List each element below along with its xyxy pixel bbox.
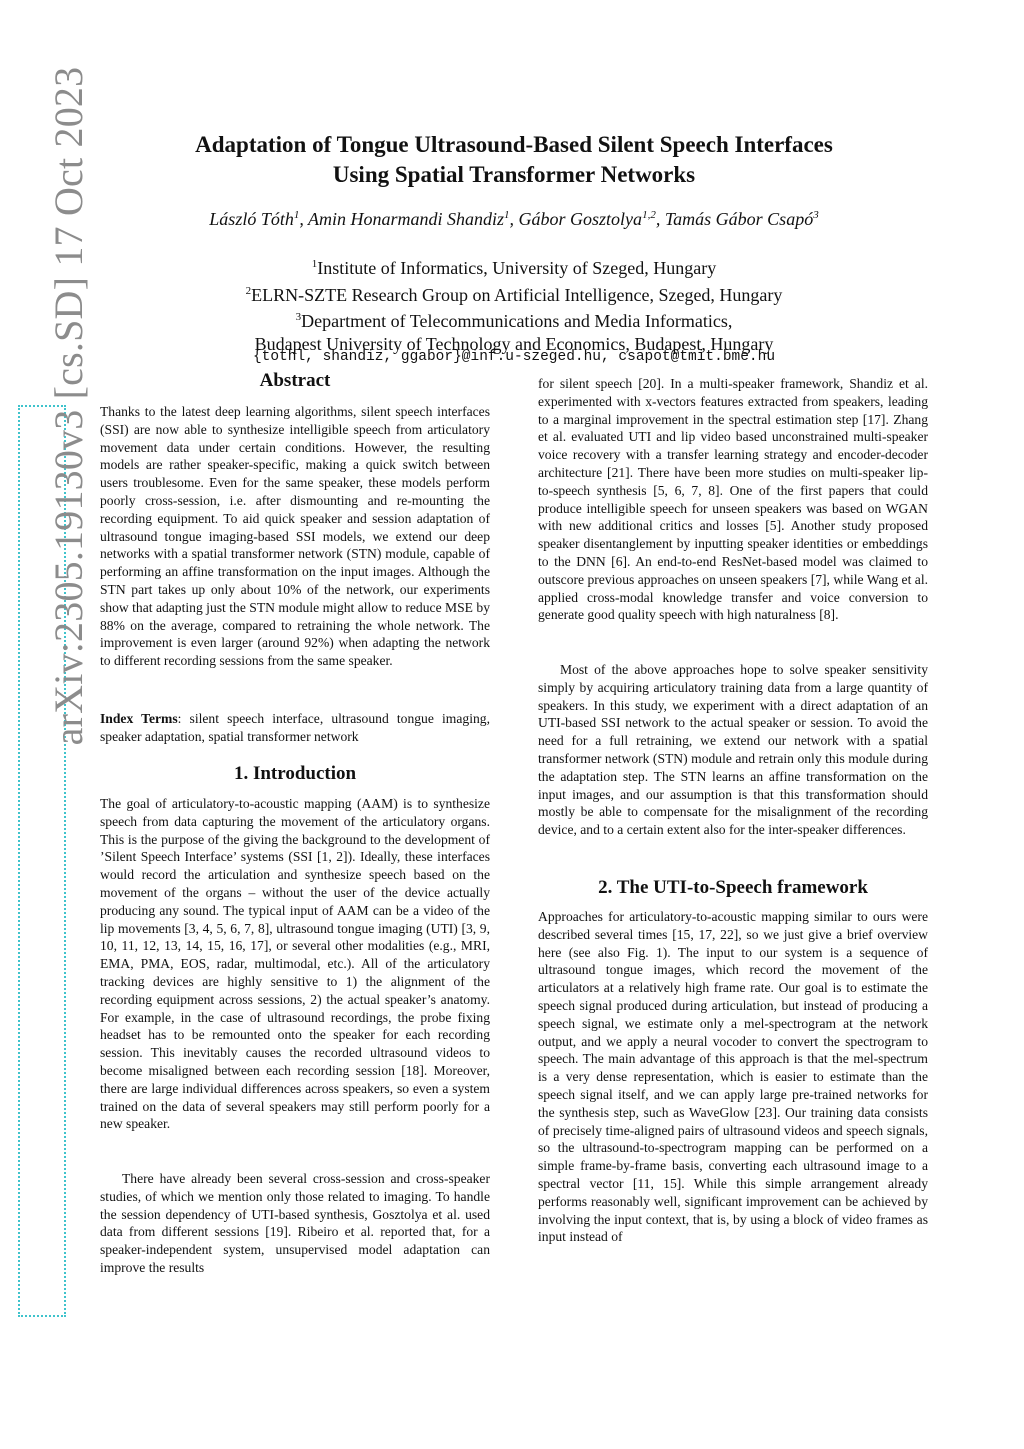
index-terms-label: Index Terms [100,711,178,726]
email-text: {tothl, shandiz, ggabor}@inf.u-szeged.hu, csapot@tmit.bme.hu [252,349,776,365]
right-paragraph-2: Most of the above approaches hope to solve speaker sensitivity simply by acquiring articulatory training data from a large quantity of speakers. In this study, we experiment with a direct adaptation of an UTI-based SSI network to the actual speaker or session. To avoid the need for a full retraining, we extend our network with a spatial transformer network (STN) module and retrain only this module during the adaptation step. The STN learns an affine transformation on the input images, and our assumption is that this transformation should mostly be able to compensate for the misalignment of the recording device, and to a certain extent also for the inter-speaker differences. [538,662,928,838]
author-affil-sup: 1,2 [642,209,656,221]
affiliation-line [100,306,928,333]
affiliation-sup: 2 [245,284,252,297]
affiliation-sup: 1 [311,258,318,270]
affiliation-text: Department of Telecommunications and Media Informatics, [301,311,733,332]
author-name: Amin Honarmandi Shandiz [308,209,505,229]
affiliation-line [100,280,928,307]
author-affil-sup: 3 [813,209,819,221]
affiliation-line [100,253,928,280]
affiliation-text: ELRN-SZTE Research Group on Artificial Intelligence, Szeged, Hungary [251,284,783,305]
index-terms-text: : silent speech interface, ultrasound tongue imaging, speaker adaptation, spatial transformer network [100,711,490,744]
affiliation-sup: 3 [295,311,302,324]
affiliation-text: Institute of Informatics, University of Szeged, Hungary [317,258,717,278]
author-list: László Tóth$^1$, Amin Honarmandi Shandiz$^1$, Gábor Gosztolya$^{1,2}$, Tamás Gábor Csapó$^3$ [209,209,819,229]
title-line-2: Using Spatial Transformer Networks [332,162,696,187]
author-name: László Tóth [209,209,294,229]
index-terms [100,710,490,746]
arxiv-stamp: arXiv:2305.19130v3 [cs.SD] 17 Oct 2023 [46,66,91,746]
author-affil-sup: 1 [293,209,300,221]
abstract-heading: Abstract [259,370,331,391]
section-2-paragraph-1: Approaches for articulatory-to-acoustic mapping similar to ours were described several times [15, 17, 22], so we just give a brief overview here (see also Fig. 1). The input to our system is a sequence of ultrasound tongue images, which record the movement of the articulators at a relatively high frame rate. Our goal is to estimate the speech signal produced during articulation, but instead of producing a speech signal, we estimate only a mel-spectrogram at the network output, and we apply a neural vocoder to convert the spectrogram to speech. The main advantage of this approach is that the mel-spectrum is a very dense representation, which is easier to estimate than the speech signal itself, and we can apply large pre-trained networks for the synthesis step, such as WaveGlow [23]. Our training data consists of precisely time-aligned pairs of ultrasound videos and speech signals, so the ultrasound-to-spectrogram mapping can be performed on a simple frame-by-frame basis, converting each ultrasound image to a spectral vector [11, 15]. While this simple arrangement already performs reasonably well, significant improvement can be achieved by involving the input context, that is, by using a block of video frames as input instead of [538,909,928,1245]
section-1-paragraph-1: The goal of articulatory-to-acoustic mapping (AAM) is to synthesize speech from data capturing the movement of the articulatory organs. This is the purpose of the giving the background to the development of ’Silent Speech Interface’ systems (SSI [1, 2]). Ideally, these interfaces would record the articulation and synthesize speech based on the movement of the organs – without the user of the device actually producing any sound. The typical input of AAM can be a video of the lip movements [3, 4, 5, 6, 7, 8], ultrasound tongue imaging (UTI) [3, 9, 10, 11, 12, 13, 14, 15, 16, 17], or several other modalities (e.g., MRI, EMA, PMA, EOS, radar, multimodal, etc.). All of the articulatory tracking devices are highly sensitive to 1) the alignment of the recording equipment across sessions, 2) the actual speaker’s anatomy. For example, in the case of ultrasound recordings, the probe fixing headset has to be remounted onto the speaker for each recording session. This inevitably causes the recorded ultrasound videos to become misaligned between each recording session [18]. Moreover, there are large individual differences across speakers, so even a system trained on the data of several speakers may still perform poorly for a new speaker. [100,796,490,1132]
right-paragraph-1: for silent speech [20]. In a multi-speaker framework, Shandiz et al. experimented with x-vectors features extracted from speakers, leading to a marginal improvement in the spectral estimation step [17]. Zhang et al. evaluated UTI and lip video based unconstrained multi-speaker voice recovery with a transfer learning strategy and encoder-decoder architecture [21]. There have been more studies on multi-speaker lip-to-speech synthesis [5, 6, 7, 8]. One of the first papers that could produce intelligible speech for unseen speakers was based on WGAN with new additional critics and losses [5]. Another study proposed speaker disentanglement by inputting speaker identities or embeddings to the DNN [6]. An end-to-end ResNet-based model was claimed to outscore previous approaches on unseen speakers [7], while Wang et al. applied cross-modal knowledge transfer and voice conversion to generate good quality speech with high naturalness [8]. [538,376,928,623]
title-line-1: Adaptation of Tongue Ultrasound-Based Silent Speech Interfaces [195,132,833,157]
author-name: Tamás Gábor Csapó [664,209,814,229]
section-2-heading: 2. The UTI-to-Speech framework [598,877,868,898]
abstract-text: Thanks to the latest deep learning algorithms, silent speech interfaces (SSI) are now able to synthesize intelligible speech from articulatory movement data under certain conditions. However, the resulting models are rather speaker-specific, making a quick switch between users troublesome. Even for the same speaker, these models perform poorly cross-session, i.e. after dismounting and re-mounting the recording equipment. To aid quick speaker and session adaptation of ultrasound tongue imaging-based SSI models, we extend our deep networks with a spatial transformer network (STN) module, capable of performing an affine transformation on the input images. Although the STN part takes up only about 10% of the network, our experiments show that adapting just the STN module might allow to reduce MSE by 88% on the average, compared to retraining the whole network. The improvement is even larger (around 92%) when adapting the network to different recording sessions from the same speaker. [100,404,490,669]
section-1-heading: 1. Introduction [233,763,357,784]
section-1-paragraph-2: There have already been several cross-session and cross-speaker studies, of which we mention only those related to imaging. To handle the session dependency of UTI-based synthesis, Gosztolya et al. used data from different sessions [19]. Ribeiro et al. reported that, for a speaker-independent system, unsupervised model adaptation can improve the results [100,1171,490,1275]
affiliations [100,253,928,355]
author-affil-sup: 1 [504,209,510,221]
affiliation-text: Budapest University of Technology and Economics, Budapest, Hungary [254,333,774,354]
paper-title [100,130,928,190]
author-name: Gábor Gosztolya [518,209,643,229]
author-emails [100,348,928,365]
